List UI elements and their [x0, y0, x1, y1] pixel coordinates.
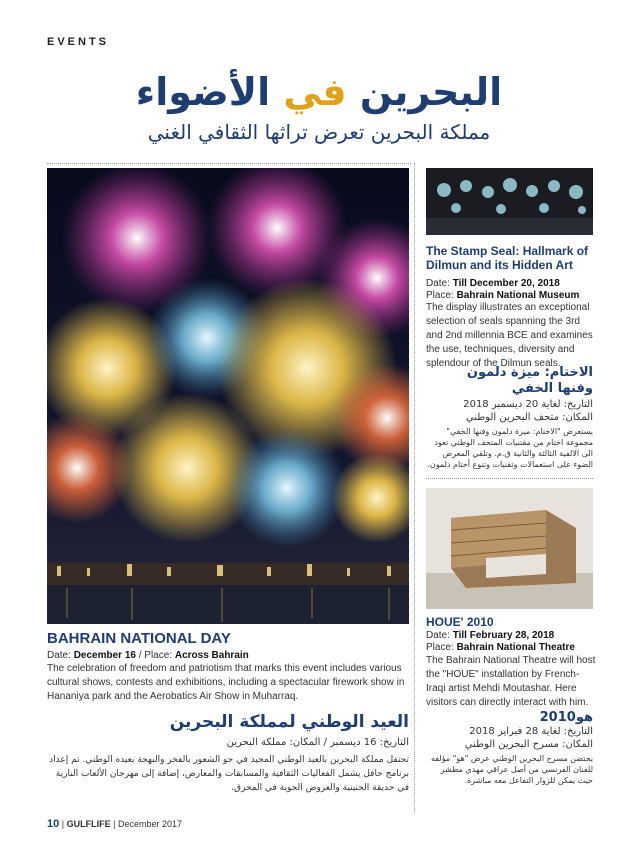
issue-date: December 2017 [117, 819, 183, 829]
seals-place-ar: المكان: متحف البحرين الوطني [465, 412, 593, 423]
seals-date-ar: التاريخ: لغاية 20 ديسمبر 2018 [463, 399, 593, 410]
seals-place-value: Bahrain National Museum [456, 290, 580, 301]
footer-separator: | [61, 819, 67, 829]
houe-place-ar: المكان: مسرح البحرين الوطني [464, 739, 593, 750]
page-number: 10 [47, 818, 60, 830]
houe-date-label: Date: [426, 630, 453, 641]
houe-place-value: Bahrain National Theatre [456, 642, 575, 653]
houe-date [426, 630, 596, 642]
main-event-meta [47, 650, 249, 662]
magazine-name: GULFLIFE [66, 819, 111, 829]
footer-separator-2: | [113, 819, 118, 829]
houe-place-label: Place: [426, 642, 457, 653]
main-event-place: Across Bahrain [174, 650, 249, 661]
seals-description-ar: يستعرض "الاختام: ميزة دلمون وفنها الخفي" مجموعة اختام من مقتنيات المتحف الوطني تعود الى الالفية الثالثة والثانية ق.م. وتلقي المعرض الضوء على استعمالات وتقنيات وتنوع أختام دلمون. [427, 427, 593, 469]
page-title [0, 70, 638, 114]
houe-description: The Bahrain National Theatre will host the "HOUE" installation by French-Iraqi artist Mehdi Moutashar. Here visitors can directly interact with him. [426, 655, 596, 708]
column-divider [414, 163, 415, 813]
main-event-place-label: / Place: [135, 650, 175, 661]
fireworks-photo [47, 168, 409, 624]
main-event-title-ar: العيد الوطني لمملكة البحرين [169, 712, 409, 732]
main-event-date: December 16 [73, 650, 136, 661]
houe-title: HOUE' 2010 [426, 615, 494, 629]
houe-date-ar: التاريخ: لغاية 28 فبراير 2018 [469, 726, 593, 737]
main-event-description-ar: تحتفل مملكة البحرين بالعيد الوطني المجيد في جو الشعور بالفخر والبهجة بعيده الوطني. تم إعداد برنامج حافل يشمل الفعاليات الثقافية والمسابقات والمعارض، إضافة إلى مهرجان الألعاب النارية في حديقة الحنينية والعروض الجوية في المحرق. [49, 755, 409, 793]
houe-title-ar: هو2010 [539, 710, 593, 725]
page-footer [47, 818, 182, 830]
seals-date-value: Till December 20, 2018 [452, 278, 560, 289]
top-divider [47, 163, 411, 164]
seals-title-ar-1: الاختام: ميزة دلمون [466, 365, 593, 380]
main-event-meta-ar: التاريخ: 16 ديسمبر / المكان: مملكة البحرين [226, 737, 409, 748]
seals-date [426, 278, 596, 290]
main-event-title: BAHRAIN NATIONAL DAY [47, 630, 231, 647]
main-event-description: The celebration of freedom and patriotism that marks this event includes various cultural shows, contests and exhibitions, including a spectacular firework show in Hananiya park and the Aerobatics Air Show in Muharraq. [47, 663, 405, 702]
page-title-part2: في [283, 70, 347, 114]
seals-title-ar-2: وفنها الخفي [511, 381, 593, 396]
houe-date-value: Till February 28, 2018 [452, 630, 555, 641]
houe-description-ar: يحتضن مسرح البحرين الوطني عرض "هو" مؤلفه للفنان الفرنسي من أصل عراقي مهدي مطشر حيث يمكن للزوار التفاعل معه مباشرة. [430, 754, 593, 785]
seals-description: The display illustrates an exceptional selection of seals spanning the 3rd and 2nd millennia BCE and examines the use, techniques, diversity and splendour of the Dilmun seals. [426, 302, 593, 369]
section-label: EVENTS [47, 36, 110, 48]
houe-place [426, 642, 596, 654]
page-subtitle: مملكة البحرين تعرض تراثها الثقافي الغني [147, 120, 491, 144]
page-title-part3: الأضواء [135, 70, 271, 114]
seals-place-label: Place: [426, 290, 457, 301]
side-divider [426, 478, 593, 479]
seals-title: The Stamp Seal: Hallmark of Dilmun and its Hidden Art [426, 244, 589, 272]
seals-photo [426, 168, 593, 235]
installation-photo [426, 488, 593, 609]
page-title-part1: البحرين [359, 70, 503, 114]
main-event-date-label: Date: [47, 650, 74, 661]
seals-date-label: Date: [426, 278, 453, 289]
